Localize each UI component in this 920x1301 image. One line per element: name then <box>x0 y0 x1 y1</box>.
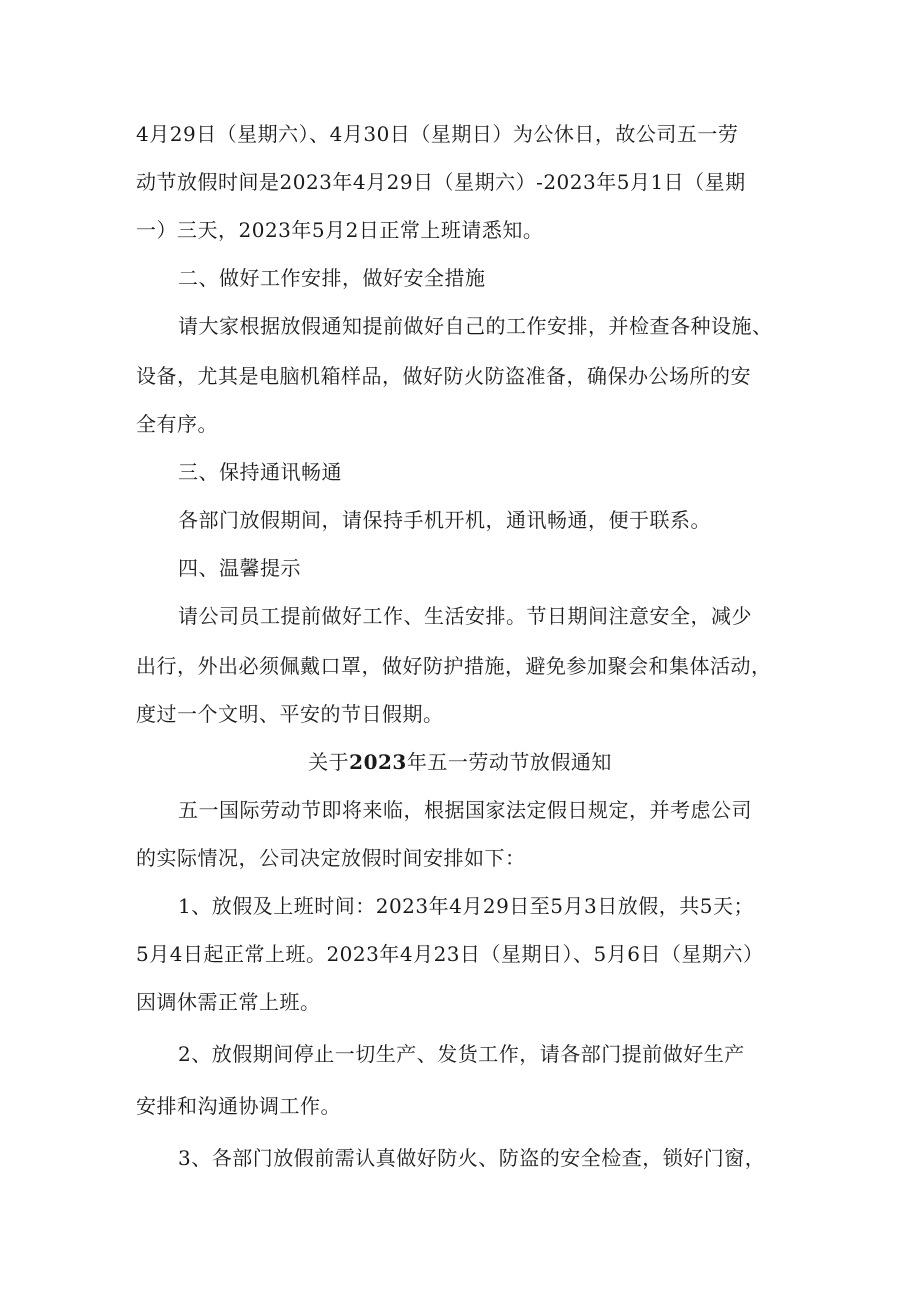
paragraph-line-7: 全有序。 <box>136 412 218 436</box>
title-year: 2023 <box>349 750 407 774</box>
section-heading-2: 二、做好工作安排，做好安全措施 <box>178 266 486 290</box>
paragraph2-line-6: 2、放假期间停止一切生产、发货工作，请各部门提前做好生产 <box>178 1042 745 1066</box>
paragraph2-line-1: 五一国际劳动节即将来临，根据国家法定假日规定，并考虑公司 <box>178 798 752 822</box>
paragraph2-line-7: 安排和沟通协调工作。 <box>136 1094 341 1118</box>
paragraph-line-1: 4月29日（星期六）、4月30日（星期日）为公休日，故公司五一劳 <box>136 122 739 146</box>
section-heading-3: 三、保持通讯畅通 <box>178 460 342 484</box>
paragraph-line-13: 度过一个文明、平安的节日假期。 <box>136 702 444 726</box>
notice-title <box>0 748 920 776</box>
paragraph2-line-2: 的实际情况，公司决定放假时间安排如下： <box>136 846 526 870</box>
paragraph-line-6: 设备，尤其是电脑机箱样品，做好防火防盗准备，确保办公场所的安 <box>136 364 751 388</box>
title-prefix: 关于 <box>308 750 350 774</box>
paragraph2-line-5: 因调休需正常上班。 <box>136 990 321 1014</box>
title-suffix: 年五一劳动节放假通知 <box>406 750 612 774</box>
paragraph-line-3: 一）三天，2023年5月2日正常上班请悉知。 <box>136 218 544 242</box>
paragraph-line-11: 请公司员工提前做好工作、生活安排。节日期间注意安全，减少 <box>178 604 752 628</box>
paragraph-line-9: 各部门放假期间，请保持手机开机，通讯畅通，便于联系。 <box>178 508 711 532</box>
paragraph2-line-8: 3、各部门放假前需认真做好防火、防盗的安全检查，锁好门窗， <box>178 1146 766 1170</box>
paragraph2-line-3: 1、放假及上班时间：2023年4月29日至5月3日放假，共5天； <box>178 894 754 918</box>
section-heading-4: 四、温馨提示 <box>178 556 301 580</box>
paragraph2-line-4: 5月4日起正常上班。2023年4月23日（星期日）、5月6日（星期六） <box>136 942 764 966</box>
paragraph-line-12: 出行，外出必须佩戴口罩，做好防护措施，避免参加聚会和集体活动， <box>136 654 772 678</box>
paragraph-line-5: 请大家根据放假通知提前做好自己的工作安排，并检查各种设施、 <box>178 314 773 338</box>
paragraph-line-2: 动节放假时间是2023年4月29日（星期六）-2023年5月1日（星期 <box>136 170 746 194</box>
